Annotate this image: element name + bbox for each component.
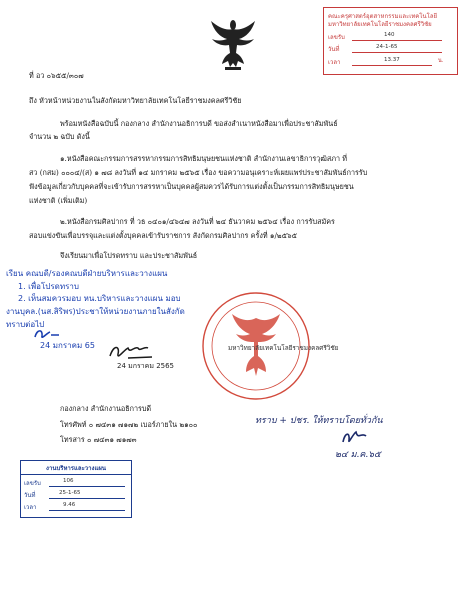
signature-date: 24 มกราคม 2565: [117, 362, 175, 370]
handwritten-note-line-1: ทราบ + ปชร. ให้ทราบโดยทั่วกัน: [255, 416, 383, 426]
item1-line-4: แห่งชาติ (เพิ่มเติม): [29, 196, 88, 205]
routing-note-line-2: 1. เพื่อโปรดทราบ: [18, 282, 79, 291]
department-number-value: 106: [63, 478, 74, 484]
item2-line-1: ๒.หนังสือกรมศิลปากร ที่ วธ ๐๔๐๑/๔๖๔๗ ลงวันที่ ๒๔ ธันวาคม ๒๕๖๔ เรื่อง การรับสมัคร: [60, 217, 335, 226]
closing-line: จึงเรียนมาเพื่อโปรดทราบ และประชาสัมพันธ์: [60, 251, 198, 260]
department-date-label: วันที่: [24, 492, 36, 499]
addressee: ถึง หัวหน้าหน่วยงานในสังกัดมหาวิทยาลัยเทคโนโลยีราชมงคลศรีวิชัย: [29, 96, 242, 105]
official-seal-caption: มหาวิทยาลัยเทคโนโลยีราชมงคลศรีวิชัย: [228, 344, 339, 352]
receipt-time-label: เวลา: [328, 59, 341, 66]
item2-line-2: สอบแข่งขันเพื่อบรรจุและแต่งตั้งบุคคลเข้ารับราชการ สังกัดกรมศิลปากร ครั้งที่ ๑/๒๕๖๕: [29, 231, 298, 240]
receipt-date-value: 24-1-65: [376, 44, 398, 50]
handwritten-note-date: ๒๔ ม.ค.๖๕: [335, 450, 381, 460]
handwritten-signature-icon: [340, 428, 370, 446]
routing-note-line-5: ทราบต่อไป: [6, 320, 45, 329]
fax-line: โทรสาร ๐ ๗๔๓๑ ๗๑๗๓: [60, 435, 137, 444]
department-number-label: เลขรับ: [24, 480, 41, 487]
routing-note-line-3: 2. เห็นสมควรมอบ หน.บริหารและวางแผน มอบ: [18, 294, 181, 303]
routing-note-line-4: งานบุคล.(นส.สิริพร)ประชาให้หน่วยงานภายในสังกัด: [6, 307, 185, 316]
receipt-number-value: 140: [384, 32, 395, 38]
department-stamp-title: งานบริหารและวางแผน: [46, 465, 106, 472]
intro-line-2: จำนวน ๒ ฉบับ ดังนี้: [29, 132, 90, 141]
receipt-stamp-header-2: มหาวิทยาลัยเทคโนโลยีราชมงคลศรีวิชัย: [328, 21, 432, 28]
department-date-value: 25-1-65: [59, 490, 81, 496]
receipt-stamp-header-1: คณะครุศาสตร์อุตสาหกรรมและเทคโนโลยี: [328, 13, 438, 20]
receipt-date-label: วันที่: [328, 46, 340, 53]
signature-icon: [108, 342, 154, 362]
item1-line-1: ๑.หนังสือคณะกรรมการสรรหากรรมการสิทธิมนุษยชนแห่งชาติ สำนักงานเลขาธิการวุฒิสภา ที่: [60, 154, 348, 163]
garuda-emblem-icon: [208, 17, 258, 73]
routing-note-line-1: เรียน คณบดี/รองคณบดีฝ่ายบริหารและวางแผน: [6, 269, 168, 278]
reference-number: ที่ อว ๐๖๕๕/๓๐๗: [29, 71, 84, 80]
phone-line: โทรศัพท์ ๐ ๗๔๓๑ ๗๑๗๒ เบอร์ภายใน ๒๑๐๐: [60, 420, 198, 429]
receipt-number-label: เลขรับ: [328, 34, 345, 41]
routing-note-date: 24 มกราคม 65: [40, 341, 95, 350]
intro-line-1: พร้อมหนังสือฉบับนี้ กองกลาง สำนักงานอธิการบดี ขอส่งสำเนาหนังสือมาเพื่อประชาสัมพันธ์: [60, 119, 338, 128]
receipt-stamp: [323, 7, 458, 75]
issuing-office: กองกลาง สำนักงานอธิการบดี: [60, 404, 152, 413]
item1-line-2: สว (กสม) ๐๐๐๔/(ส) ๑ ๗๘ ลงวันที่ ๑๔ มกราคม ๒๕๖๕ เรื่อง ขอความอนุเคราะห์เผยแพร่ประชาสัมพันธ์การรับ: [29, 168, 368, 177]
department-time-label: เวลา: [24, 504, 37, 511]
item1-line-3: ฟังข้อมูลเกี่ยวกับบุคคลที่จะเข้ารับการสรรหาเป็นบุคคลผู้สมควรได้รับการแต่งตั้งเป็นกรรมการสิทธิมนุษยชน: [29, 182, 354, 191]
department-stamp: [20, 460, 132, 518]
receipt-time-value: 13.37: [384, 57, 400, 63]
receipt-time-suffix: น.: [438, 58, 444, 64]
department-time-value: 9.46: [63, 502, 76, 508]
